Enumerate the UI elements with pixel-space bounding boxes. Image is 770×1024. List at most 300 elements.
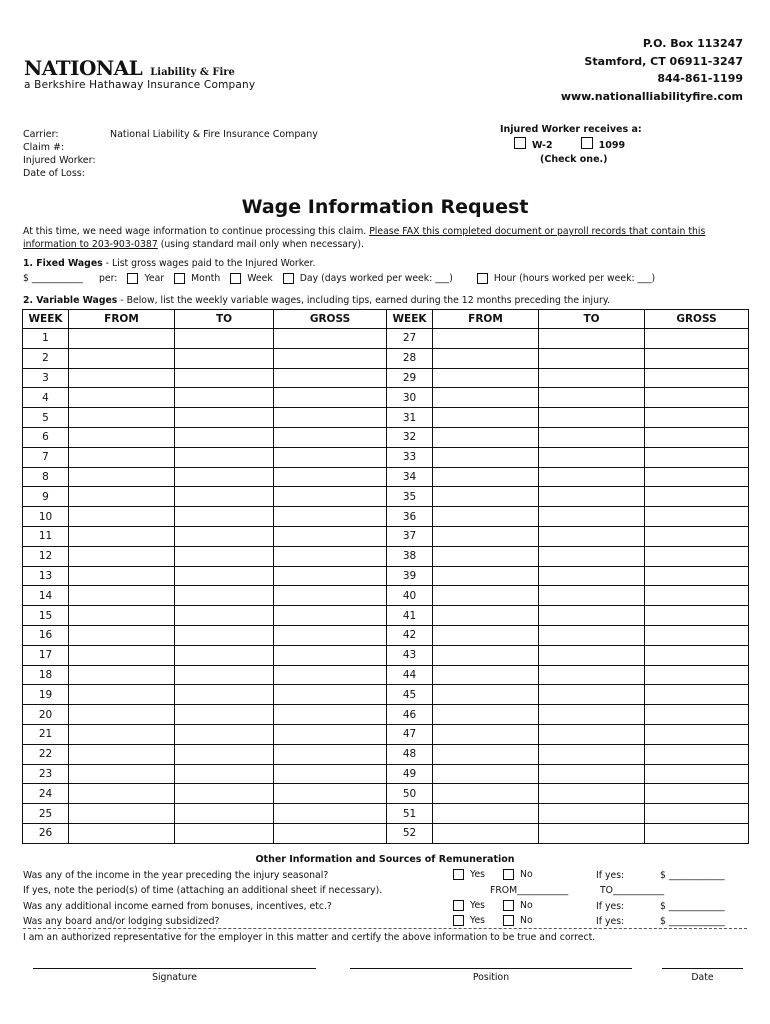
from-cell[interactable]: [433, 348, 539, 368]
bonuses-amount-field[interactable]: $ ____________: [660, 901, 725, 912]
date-block: [662, 968, 743, 983]
week-cell: 38: [387, 546, 433, 566]
week-cell: 30: [387, 388, 433, 408]
to-cell[interactable]: [175, 447, 274, 467]
from-cell[interactable]: [433, 645, 539, 665]
from-cell[interactable]: [433, 586, 539, 606]
gross-cell[interactable]: [645, 348, 749, 368]
question-lodging: Was any board and/or lodging subsidized?: [23, 916, 220, 927]
intro-main: At this time, we need wage information to continue processing this claim.: [23, 226, 367, 237]
gross-cell[interactable]: [274, 665, 387, 685]
gross-cell[interactable]: [274, 546, 387, 566]
week-cell: 11: [23, 526, 69, 546]
table-row: [23, 705, 749, 725]
to-cell[interactable]: [175, 744, 274, 764]
table-row: [23, 427, 749, 447]
from-cell[interactable]: [69, 784, 175, 804]
to-cell[interactable]: [175, 823, 274, 843]
from-cell[interactable]: [433, 467, 539, 487]
table-row: [23, 408, 749, 428]
to-cell[interactable]: [175, 724, 274, 744]
to-cell[interactable]: [175, 427, 274, 447]
check-one-hint: (Check one.): [540, 154, 608, 165]
question-seasonal: Was any of the income in the year preceding the injury seasonal?: [23, 870, 329, 881]
week-cell: 2: [23, 348, 69, 368]
week-checkbox[interactable]: [230, 273, 241, 284]
from-cell[interactable]: [69, 804, 175, 824]
gross-cell[interactable]: [274, 625, 387, 645]
hour-checkbox[interactable]: [477, 273, 488, 284]
from-cell[interactable]: [69, 586, 175, 606]
w2-label: W-2: [532, 140, 553, 151]
from-cell[interactable]: [69, 724, 175, 744]
to-cell[interactable]: [175, 645, 274, 665]
col-from: FROM: [69, 310, 175, 329]
yes-label: Yes: [470, 915, 486, 926]
injured-worker-label: Injured Worker:: [23, 155, 96, 166]
from-cell[interactable]: [433, 685, 539, 705]
intro-tail: (using standard mail only when necessary).: [160, 238, 364, 250]
from-cell[interactable]: [433, 368, 539, 388]
week-cell: 44: [387, 665, 433, 685]
to-cell[interactable]: [539, 645, 645, 665]
position-line[interactable]: [350, 968, 632, 969]
to-cell[interactable]: [175, 388, 274, 408]
col-from: FROM: [433, 310, 539, 329]
signature-label: Signature: [152, 972, 197, 983]
table-row: [23, 467, 749, 487]
week-cell: 16: [23, 625, 69, 645]
year-label: Year: [144, 272, 165, 284]
bonuses-if-yes-label: If yes:: [596, 901, 625, 912]
gross-cell[interactable]: [274, 408, 387, 428]
to-cell[interactable]: [175, 526, 274, 546]
to-cell[interactable]: [175, 546, 274, 566]
to-cell[interactable]: [175, 784, 274, 804]
from-cell[interactable]: [69, 467, 175, 487]
to-cell[interactable]: [539, 546, 645, 566]
divider: [23, 928, 747, 929]
no-label: No: [520, 900, 533, 911]
from-cell[interactable]: [69, 546, 175, 566]
gross-cell[interactable]: [274, 566, 387, 586]
to-cell[interactable]: [539, 665, 645, 685]
table-row: [23, 388, 749, 408]
week-cell: 31: [387, 408, 433, 428]
gross-cell[interactable]: [274, 507, 387, 527]
from-cell[interactable]: [433, 724, 539, 744]
gross-cell[interactable]: [274, 447, 387, 467]
day-label: Day (days worked per week: ___): [299, 272, 453, 284]
to-cell[interactable]: [539, 526, 645, 546]
week-cell: 21: [23, 724, 69, 744]
gross-cell[interactable]: [645, 705, 749, 725]
signature-line[interactable]: [33, 968, 316, 969]
week-cell: 46: [387, 705, 433, 725]
week-cell: 45: [387, 685, 433, 705]
table-row: [23, 625, 749, 645]
table-row: [23, 685, 749, 705]
lodging-amount-field[interactable]: $ ____________: [660, 916, 725, 927]
gross-cell[interactable]: [645, 427, 749, 447]
to-cell[interactable]: [175, 467, 274, 487]
gross-cell[interactable]: [645, 566, 749, 586]
per-label: per:: [99, 272, 118, 284]
gross-cell[interactable]: [274, 685, 387, 705]
lodging-yes-checkbox[interactable]: [453, 915, 464, 926]
to-cell[interactable]: [539, 487, 645, 507]
gross-cell[interactable]: [645, 408, 749, 428]
table-row: [23, 447, 749, 467]
bonuses-yes-checkbox[interactable]: [453, 900, 464, 911]
week-cell: 22: [23, 744, 69, 764]
to-cell[interactable]: [539, 348, 645, 368]
from-cell[interactable]: [433, 705, 539, 725]
table-row: [23, 348, 749, 368]
page-title: Wage Information Request: [241, 196, 529, 218]
from-cell[interactable]: [69, 447, 175, 467]
gross-cell[interactable]: [274, 467, 387, 487]
from-cell[interactable]: [69, 645, 175, 665]
from-cell[interactable]: [69, 388, 175, 408]
week-cell: 7: [23, 447, 69, 467]
to-cell[interactable]: [539, 447, 645, 467]
week-cell: 23: [23, 764, 69, 784]
table-row: [23, 784, 749, 804]
certification-statement: I am an authorized representative for the employer in this matter and certify the above information to be true and correct.: [23, 932, 596, 943]
table-row: [23, 507, 749, 527]
from-cell[interactable]: [69, 507, 175, 527]
signature-block: [33, 968, 316, 983]
from-cell[interactable]: [69, 625, 175, 645]
week-cell: 39: [387, 566, 433, 586]
from-cell[interactable]: [69, 665, 175, 685]
address-website[interactable]: www.nationalliabilityfire.com: [560, 89, 743, 103]
carrier-label: Carrier:: [23, 129, 59, 140]
week-cell: 3: [23, 368, 69, 388]
gross-cell[interactable]: [645, 329, 749, 349]
w2-checkbox[interactable]: [514, 137, 526, 149]
gross-cell[interactable]: [645, 804, 749, 824]
week-cell: 15: [23, 606, 69, 626]
week-cell: 8: [23, 467, 69, 487]
gross-cell[interactable]: [645, 823, 749, 843]
gross-cell[interactable]: [645, 526, 749, 546]
table-row: [23, 487, 749, 507]
week-cell: 24: [23, 784, 69, 804]
seasonal-if-yes-label: If yes:: [596, 870, 625, 881]
question-period: If yes, note the period(s) of time (attaching an additional sheet if necessary).: [23, 885, 383, 896]
week-label: Week: [247, 272, 273, 284]
from-cell[interactable]: [433, 566, 539, 586]
gross-cell[interactable]: [645, 447, 749, 467]
week-cell: 48: [387, 744, 433, 764]
gross-cell[interactable]: [274, 586, 387, 606]
col-week: WEEK: [23, 310, 69, 329]
gross-cell[interactable]: [274, 784, 387, 804]
to-cell[interactable]: [175, 408, 274, 428]
bonuses-no-checkbox[interactable]: [503, 900, 514, 911]
to-cell[interactable]: [539, 685, 645, 705]
worker-type-section: [500, 124, 642, 165]
from-cell[interactable]: [69, 685, 175, 705]
from-cell[interactable]: [69, 566, 175, 586]
gross-cell[interactable]: [274, 427, 387, 447]
to-cell[interactable]: [175, 507, 274, 527]
week-cell: 36: [387, 507, 433, 527]
week-cell: 9: [23, 487, 69, 507]
from-cell[interactable]: [69, 329, 175, 349]
week-cell: 50: [387, 784, 433, 804]
to-cell[interactable]: [175, 566, 274, 586]
from-cell[interactable]: [433, 546, 539, 566]
from-cell[interactable]: [433, 507, 539, 527]
no-label: No: [520, 915, 533, 926]
claim-info: [23, 128, 318, 180]
gross-cell[interactable]: [274, 487, 387, 507]
from-cell[interactable]: [433, 427, 539, 447]
table-row: [23, 823, 749, 843]
week-cell: 51: [387, 804, 433, 824]
gross-cell[interactable]: [274, 329, 387, 349]
date-line[interactable]: [662, 968, 743, 969]
week-cell: 52: [387, 823, 433, 843]
from-cell[interactable]: [69, 427, 175, 447]
from-cell[interactable]: [69, 348, 175, 368]
table-row: [23, 329, 749, 349]
gross-cell[interactable]: [274, 705, 387, 725]
from-cell[interactable]: [433, 625, 539, 645]
table-row: [23, 606, 749, 626]
fixed-wages-heading: 1. Fixed Wages: [23, 258, 103, 269]
week-cell: 10: [23, 507, 69, 527]
to-cell[interactable]: [539, 388, 645, 408]
table-row: [23, 724, 749, 744]
gross-cell[interactable]: [274, 645, 387, 665]
variable-wages-desc: - Below, list the weekly variable wages, including tips, earned during the 12 months preceding the injury.: [120, 295, 610, 306]
gross-cell[interactable]: [645, 724, 749, 744]
from-cell[interactable]: [69, 744, 175, 764]
from-cell[interactable]: [433, 665, 539, 685]
gross-cell[interactable]: [274, 804, 387, 824]
year-checkbox[interactable]: [127, 273, 138, 284]
gross-cell[interactable]: [645, 784, 749, 804]
lodging-if-yes-label: If yes:: [596, 916, 625, 927]
week-cell: 47: [387, 724, 433, 744]
logo-tagline: a Berkshire Hathaway Insurance Company: [24, 79, 256, 91]
to-cell[interactable]: [539, 784, 645, 804]
week-cell: 19: [23, 685, 69, 705]
company-logo: [24, 56, 255, 91]
logo-name: NATIONAL: [24, 56, 143, 80]
to-cell[interactable]: [175, 586, 274, 606]
week-cell: 35: [387, 487, 433, 507]
to-cell[interactable]: [175, 705, 274, 725]
gross-cell[interactable]: [274, 724, 387, 744]
month-checkbox[interactable]: [174, 273, 185, 284]
week-cell: 34: [387, 467, 433, 487]
gross-cell[interactable]: [645, 368, 749, 388]
week-cell: 29: [387, 368, 433, 388]
table-row: [23, 566, 749, 586]
week-cell: 17: [23, 645, 69, 665]
gross-cell[interactable]: [645, 764, 749, 784]
gross-cell[interactable]: [645, 665, 749, 685]
to-cell[interactable]: [175, 348, 274, 368]
to-cell[interactable]: [539, 606, 645, 626]
to-cell[interactable]: [175, 804, 274, 824]
gross-cell[interactable]: [274, 388, 387, 408]
intro-fax: Please FAX this completed document or payroll records that contain this information to 203-903-0387: [23, 226, 706, 250]
week-cell: 1: [23, 329, 69, 349]
from-cell[interactable]: [433, 744, 539, 764]
col-to: TO: [539, 310, 645, 329]
seasonal-amount-field[interactable]: $ ____________: [660, 870, 725, 881]
period-from-field[interactable]: FROM___________: [490, 885, 569, 896]
week-cell: 12: [23, 546, 69, 566]
table-row: [23, 526, 749, 546]
to-cell[interactable]: [539, 823, 645, 843]
day-checkbox[interactable]: [283, 273, 294, 284]
position-block: [350, 968, 632, 983]
gross-cell[interactable]: [645, 487, 749, 507]
from-cell[interactable]: [433, 408, 539, 428]
carrier-value: National Liability & Fire Insurance Company: [110, 129, 318, 140]
to-cell[interactable]: [175, 487, 274, 507]
gross-cell[interactable]: [645, 606, 749, 626]
to-cell[interactable]: [175, 764, 274, 784]
gross-cell[interactable]: [274, 526, 387, 546]
gross-cell[interactable]: [645, 645, 749, 665]
address-phone: 844-861-1199: [657, 72, 743, 85]
table-row: [23, 665, 749, 685]
gross-cell[interactable]: [645, 586, 749, 606]
to-cell[interactable]: [175, 368, 274, 388]
1099-checkbox[interactable]: [581, 137, 593, 149]
to-cell[interactable]: [175, 606, 274, 626]
week-cell: 5: [23, 408, 69, 428]
table-header-row: [23, 310, 749, 329]
from-cell[interactable]: [69, 368, 175, 388]
gross-cell[interactable]: [274, 606, 387, 626]
to-cell[interactable]: [539, 586, 645, 606]
seasonal-yes-checkbox[interactable]: [453, 869, 464, 880]
month-label: Month: [191, 272, 221, 284]
to-cell[interactable]: [539, 507, 645, 527]
lodging-no-checkbox[interactable]: [503, 915, 514, 926]
from-cell[interactable]: [433, 784, 539, 804]
week-cell: 14: [23, 586, 69, 606]
from-cell[interactable]: [433, 329, 539, 349]
gross-cell[interactable]: [274, 764, 387, 784]
gross-cell[interactable]: [645, 625, 749, 645]
to-cell[interactable]: [175, 329, 274, 349]
col-to: TO: [175, 310, 274, 329]
from-cell[interactable]: [433, 388, 539, 408]
week-cell: 6: [23, 427, 69, 447]
worker-type-title: Injured Worker receives a:: [500, 124, 642, 135]
to-cell[interactable]: [175, 685, 274, 705]
wage-table: [22, 309, 749, 844]
to-cell[interactable]: [539, 764, 645, 784]
yes-label: Yes: [470, 900, 486, 911]
gross-cell[interactable]: [645, 507, 749, 527]
to-cell[interactable]: [175, 625, 274, 645]
week-cell: 4: [23, 388, 69, 408]
from-cell[interactable]: [69, 823, 175, 843]
week-cell: 43: [387, 645, 433, 665]
to-cell[interactable]: [539, 566, 645, 586]
position-label: Position: [472, 972, 510, 983]
from-cell[interactable]: [69, 526, 175, 546]
gross-cell[interactable]: [645, 467, 749, 487]
week-cell: 41: [387, 606, 433, 626]
variable-wages-section: [23, 295, 610, 306]
from-cell[interactable]: [69, 764, 175, 784]
from-cell[interactable]: [69, 705, 175, 725]
to-cell[interactable]: [539, 625, 645, 645]
week-cell: 26: [23, 823, 69, 843]
from-cell[interactable]: [69, 487, 175, 507]
gross-cell[interactable]: [645, 744, 749, 764]
claim-number-label: Claim #:: [23, 142, 65, 153]
to-cell[interactable]: [539, 804, 645, 824]
table-row: [23, 368, 749, 388]
to-cell[interactable]: [539, 329, 645, 349]
to-cell[interactable]: [539, 705, 645, 725]
week-cell: 18: [23, 665, 69, 685]
yes-label: Yes: [470, 869, 486, 880]
from-cell[interactable]: [433, 487, 539, 507]
fixed-wages-desc: - List gross wages paid to the Injured Worker.: [105, 258, 316, 269]
from-cell[interactable]: [433, 606, 539, 626]
variable-wages-heading: 2. Variable Wages: [23, 295, 118, 306]
gross-cell[interactable]: [274, 823, 387, 843]
logo-sub: Liability & Fire: [150, 67, 235, 78]
to-cell[interactable]: [539, 744, 645, 764]
gross-cell[interactable]: [645, 388, 749, 408]
col-gross: GROSS: [274, 310, 387, 329]
from-cell[interactable]: [433, 526, 539, 546]
company-address: [561, 35, 743, 105]
to-cell[interactable]: [539, 427, 645, 447]
to-cell[interactable]: [175, 665, 274, 685]
from-cell[interactable]: [433, 447, 539, 467]
to-cell[interactable]: [539, 368, 645, 388]
gross-cell[interactable]: [274, 348, 387, 368]
from-cell[interactable]: [433, 764, 539, 784]
address-city: Stamford, CT 06911-3247: [584, 54, 743, 68]
seasonal-no-checkbox[interactable]: [503, 869, 514, 880]
gross-cell[interactable]: [274, 368, 387, 388]
table-row: [23, 804, 749, 824]
gross-cell[interactable]: [274, 744, 387, 764]
period-to-field[interactable]: TO___________: [600, 885, 665, 896]
from-cell[interactable]: [69, 606, 175, 626]
fixed-amount-field[interactable]: $ ___________: [23, 272, 84, 284]
week-cell: 32: [387, 427, 433, 447]
from-cell[interactable]: [69, 408, 175, 428]
to-cell[interactable]: [539, 408, 645, 428]
from-cell[interactable]: [433, 804, 539, 824]
from-cell[interactable]: [433, 823, 539, 843]
date-of-loss-label: Date of Loss:: [23, 168, 85, 179]
gross-cell[interactable]: [645, 546, 749, 566]
to-cell[interactable]: [539, 724, 645, 744]
to-cell[interactable]: [539, 467, 645, 487]
week-cell: 37: [387, 526, 433, 546]
gross-cell[interactable]: [645, 685, 749, 705]
